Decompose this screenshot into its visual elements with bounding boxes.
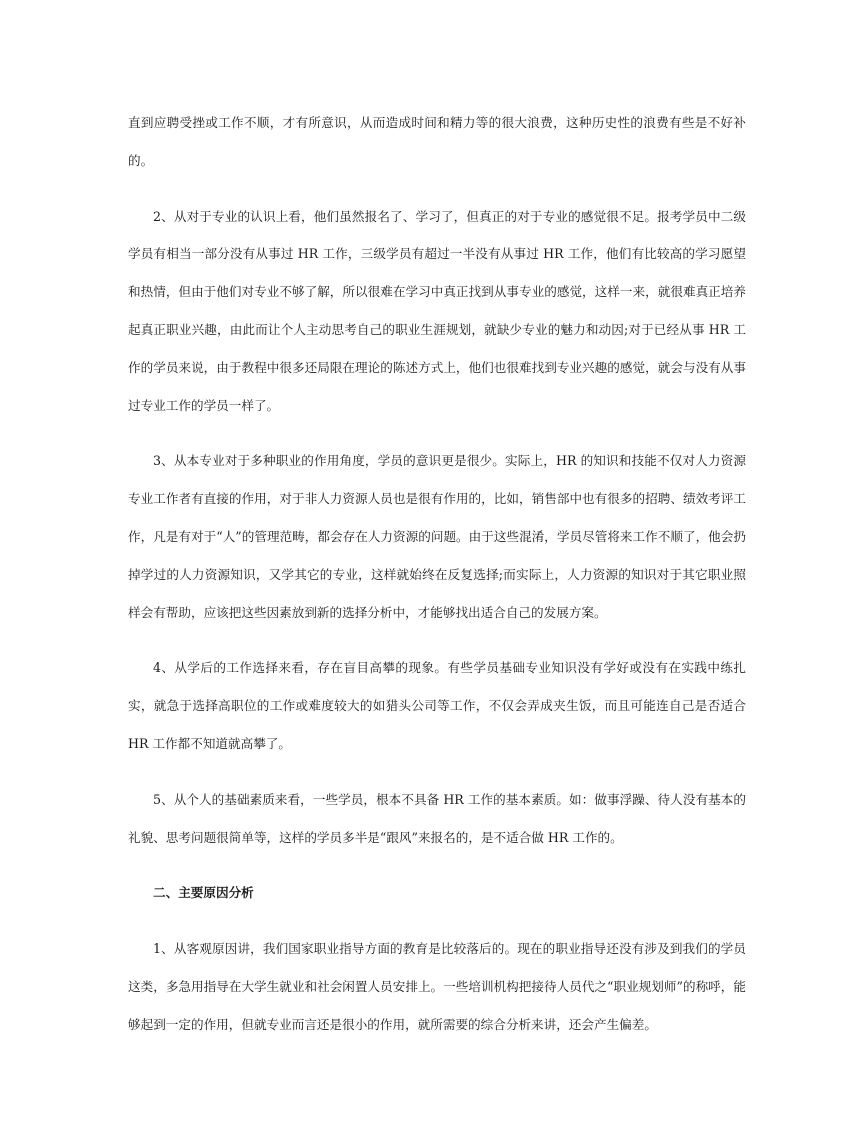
paragraph-point-2: 2、从对于专业的认识上看，他们虽然报名了、学习了，但真正的对于专业的感觉很不足。报考学员中二级学员有相当一部分没有从事过 HR 工作，三级学员有超过一半没有从事过 HR 工作，他们有比较高的学习愿望和热情，但由于他们对专业不够了解，所以很难在学习中真正找到从事专业的感觉，这样一来，就很难真正培养起真正职业兴趣，由此而让个人主动思考自己的职业生涯规划，就缺少专业的魅力和动因;对于已经从事 HR 工作的学员来说，由于教程中很多还局限在理论的陈述方式上，他们也很难找到专业兴趣的感觉，就会与没有从事过专业工作的学员一样了。 [128, 208, 746, 413]
paragraph-point-3: 3、从本专业对于多种职业的作用角度，学员的意识更是很少。实际上，HR 的知识和技能不仅对人力资源专业工作者有直接的作用，对于非人力资源人员也是很有作用的，比如，销售部中也有很多的招聘、绩效考评工作，凡是有对于“人”的管理范畴，都会存在人力资源的问题。由于这些混淆，学员尽管将来工作不顺了，他会扔掉学过的人力资源知识，又学其它的专业，这样就始终在反复选择;而实际上，人力资源的知识对于其它职业照样会有帮助，应该把这些因素放到新的选择分析中，才能够找出适合自己的发展方案。 [128, 453, 746, 620]
document-page [128, 104, 746, 1044]
paragraph-point-4: 4、从学后的工作选择来看，存在盲目高攀的现象。有些学员基础专业知识没有学好或没有在实践中练扎实，就急于选择高职位的工作或难度较大的如猎头公司等工作，不仅会弄成夹生饭，而且可能连自己是否适合 HR 工作都不知道就高攀了。 [128, 660, 746, 751]
paragraph-continuation: 直到应聘受挫或工作不顺，才有所意识，从而造成时间和精力等的很大浪费，这种历史性的浪费有些是不好补的。 [128, 115, 746, 168]
paragraph-point-5: 5、从个人的基础素质来看，一些学员，根本不具备 HR 工作的基本素质。如：做事浮躁、待人没有基本的礼貌、思考问题很简单等，这样的学员多半是“跟风”来报名的，是不适合做 HR 工作的。 [128, 791, 746, 845]
paragraph-reason-1: 1、从客观原因讲，我们国家职业指导方面的教育是比较落后的。现在的职业指导还没有涉及到我们的学员这类，多急用指导在大学生就业和社会闲置人员安排上。一些培训机构把接待人员代之“职业规划师”的称呼，能够起到一定的作用，但就专业而言还是很小的作用，就所需要的综合分析来讲，还会产生偏差。 [128, 941, 746, 1032]
section-heading: 二、主要原因分析 [153, 885, 254, 901]
